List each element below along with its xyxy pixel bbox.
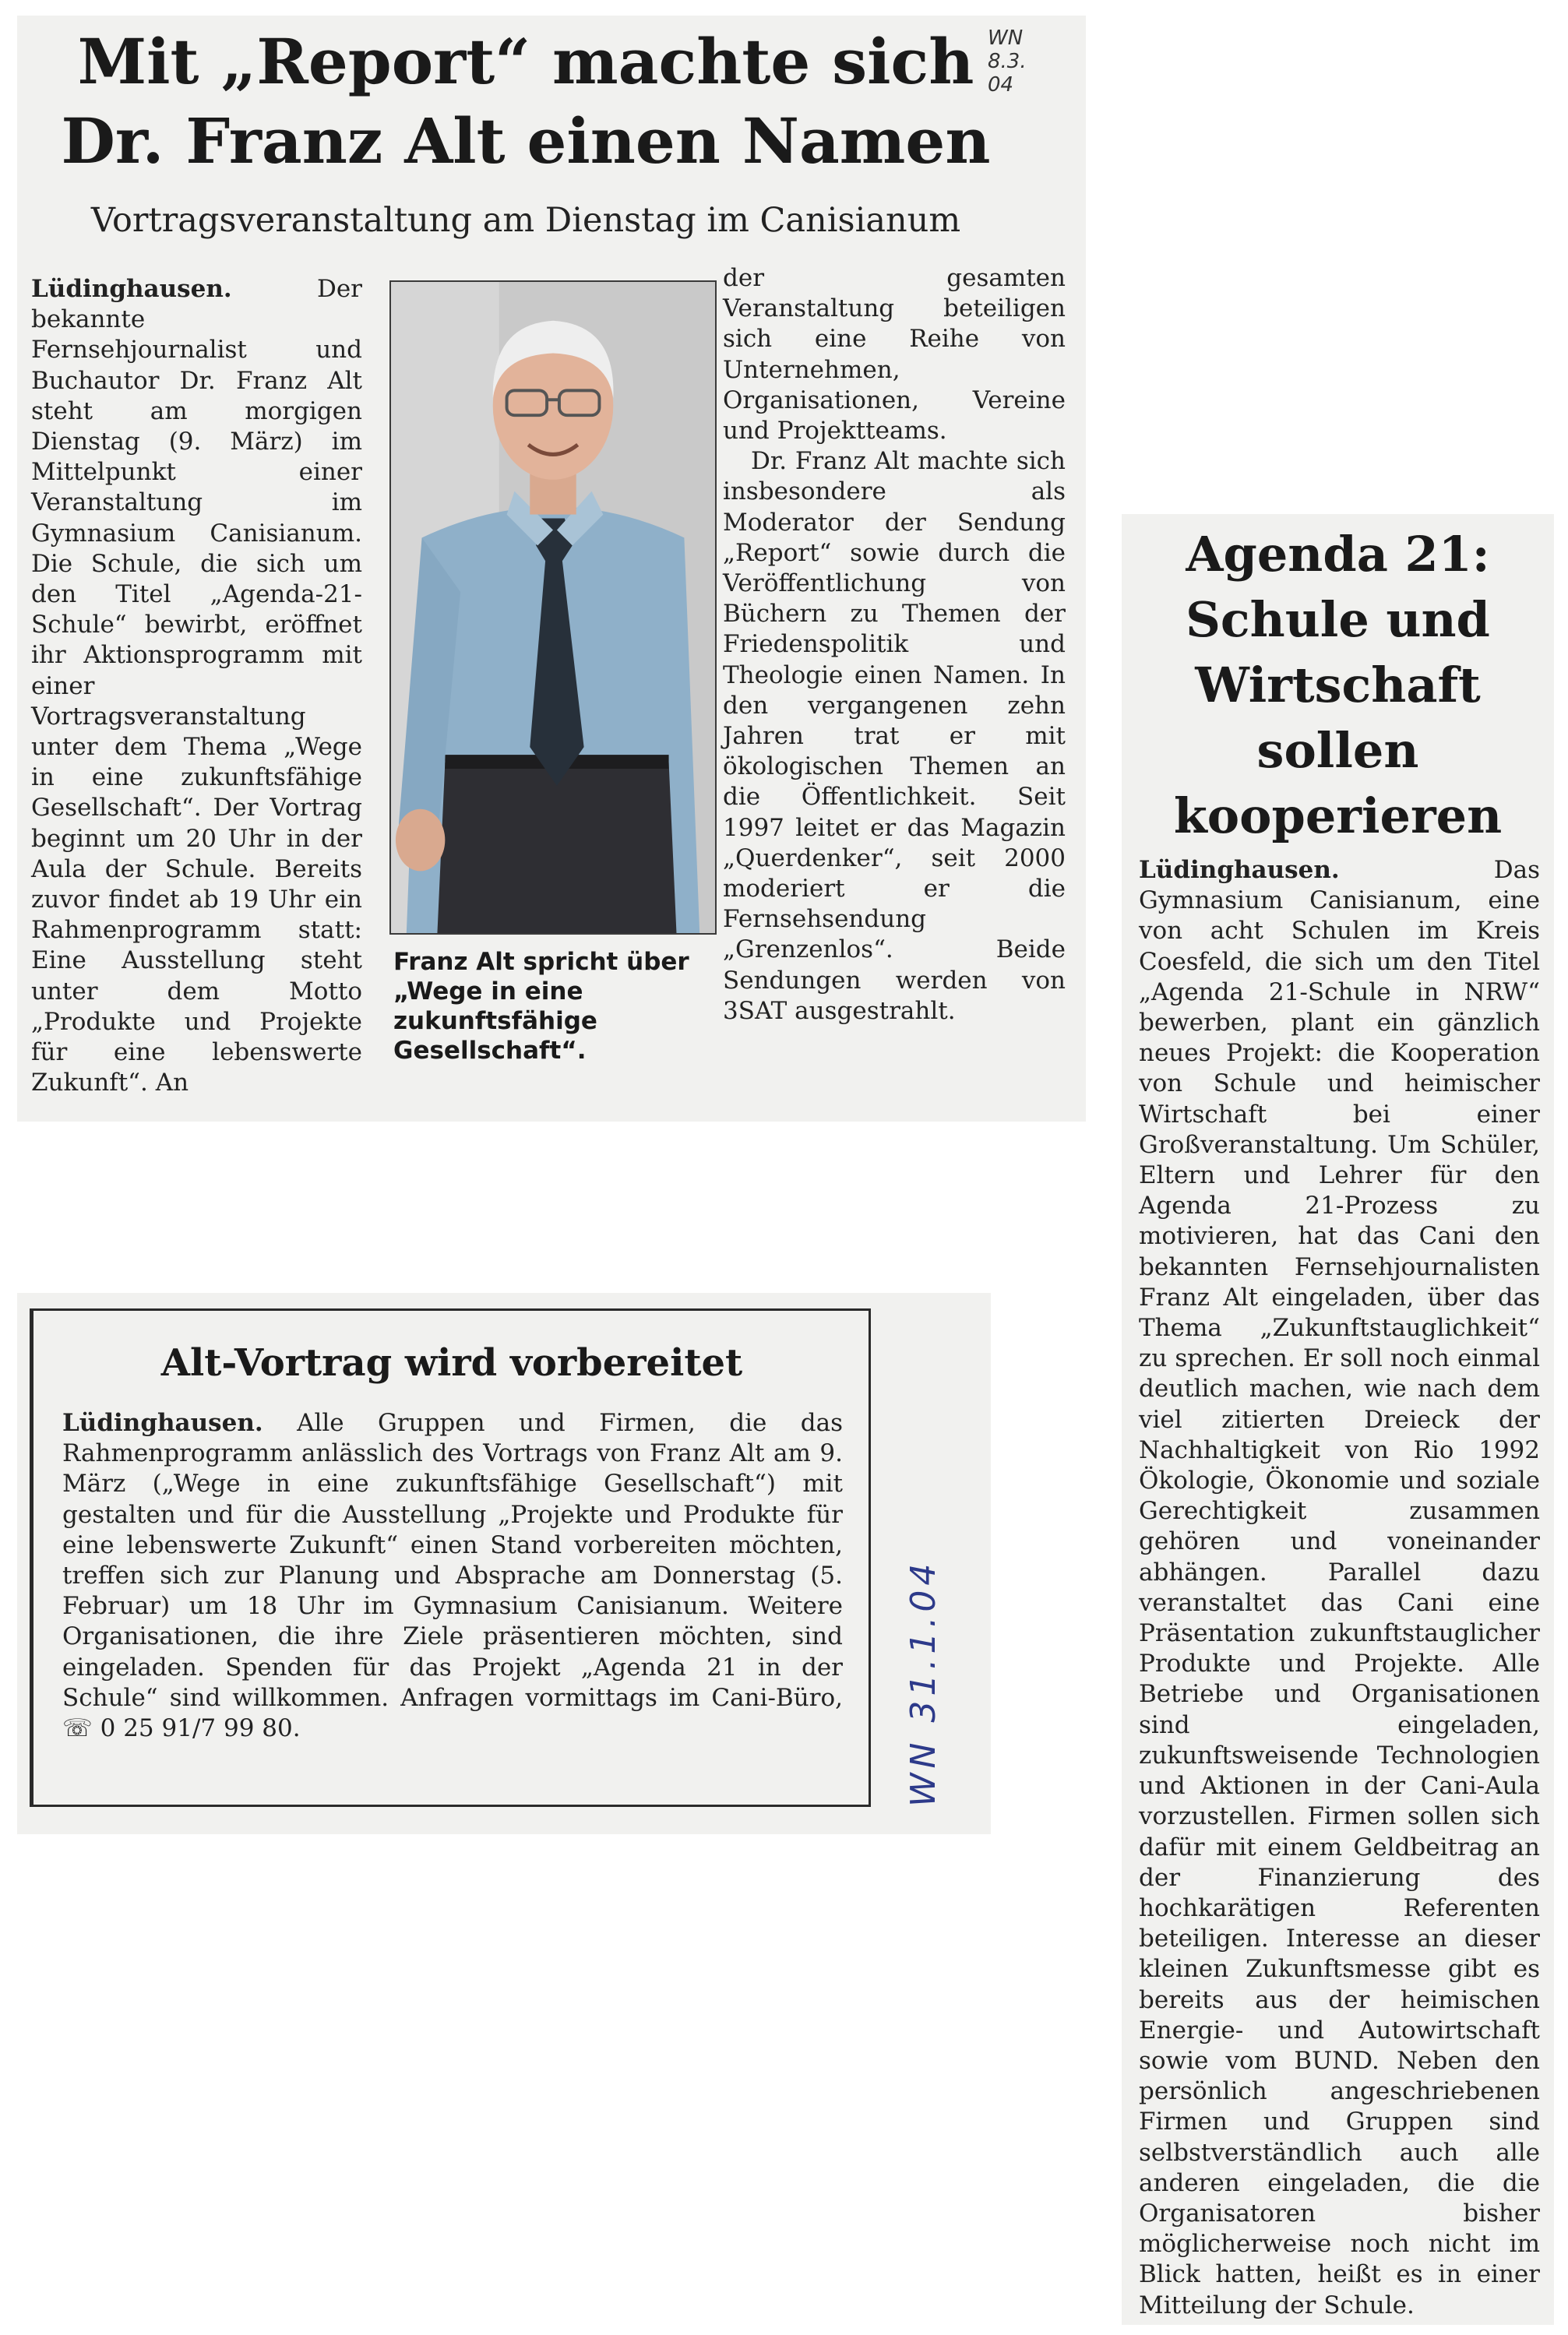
article-b-headline-line: Schule und — [1186, 591, 1490, 648]
article-b-headline — [1122, 522, 1554, 849]
photo-caption: Franz Alt spricht über „Wege in eine zukunftsfähige Gesellschaft“. — [393, 948, 689, 1065]
article-a-dateline: Lüdinghausen. — [31, 275, 232, 303]
article-a-handwritten-note: WN 8.3. 04 — [988, 26, 1027, 97]
article-a-headline-line1: Mit „Report“ machte sich — [77, 25, 974, 98]
article-c-text: Alle Gruppen und Firmen, die das Rahmenprogramm anlässlich des Vortrags von Franz Alt am 9. März („Wege in eine zukunftsfähige Gesellschaft“) mit gestalten und für die Ausstellung „Projekte und Produkte für eine lebenswerte Zukunft“ einen Stand vorbereiten möchten, treffen sich zur Planung und Absprache am Donnerstag (5. Februar) um 18 Uhr im Gymnasium Canisianum. Weitere Organisationen, die ihre Ziele präsentieren möchten, sind eingeladen. Spenden für das Projekt „Agenda 21 in der Schule“ sind willkommen. Anfragen vormittags im Cani-Büro, ☏ 0 25 91/7 99 80. — [62, 1409, 844, 1743]
article-c-headline: Alt-Vortrag wird vorbereitet — [160, 1341, 743, 1385]
article-a-column-3-paragraph-1: der gesamten Veranstaltung beteiligen sich eine Reihe von Unternehmen, Organisationen, Vereine und Projektteams. — [723, 264, 1066, 446]
article-a-column-1 — [31, 274, 362, 1098]
article-a-column-1-text: Der bekannte Fernsehjournalist und Buchautor Dr. Franz Alt steht am morgigen Dienstag (9. März) im Mittelpunkt einer Veranstaltung im Gymnasium Canisianum. Die Schule, die sich um den Titel „Agenda-21-Schule“ bewirbt, eröffnet ihr Aktionsprogramm mit einer Vortragsveranstaltung unter dem Thema „Wege in eine zukunftsfähige Gesellschaft“. Der Vortrag beginnt um 20 Uhr in der Aula der Schule. Bereits zuvor findet ab 19 Uhr ein Rahmenprogramm statt: Eine Ausstellung steht unter dem Motto „Produkte und Projekte für eine lebenswerte Zukunft“. An — [31, 275, 362, 1097]
article-c-dateline: Lüdinghausen. — [62, 1409, 263, 1437]
article-b-headline-line: kooperieren — [1173, 787, 1503, 844]
portrait-photo — [389, 280, 717, 935]
article-b-dateline: Lüdinghausen. — [1139, 856, 1340, 884]
article-b-headline-line: sollen — [1256, 722, 1419, 779]
article-c-body — [62, 1408, 843, 1744]
article-b-headline-line: Wirtschaft — [1195, 657, 1481, 713]
portrait-photo-illustration — [391, 282, 715, 933]
article-a-column-3 — [723, 263, 1066, 1027]
article-a-headline — [47, 22, 1005, 181]
article-a-subheadline: Vortragsveranstaltung am Dienstag im Canisianum — [90, 201, 961, 240]
article-b-body — [1139, 855, 1540, 2321]
article-a-column-3-paragraph-2: Dr. Franz Alt machte sich insbesondere als Moderator der Sendung „Report“ sowie durch die Veröffentlichung von Büchern zu Themen der Friedenspolitik und Theologie einen Namen. In den vergangenen zehn Jahren trat er mit ökologischen Themen an die Öffentlichkeit. Seit 1997 leitet er das Magazin „Querdenker“, seit 2000 moderiert er die Fernsehsendung „Grenzenlos“. Beide Sendungen werden von 3SAT ausgestrahlt. — [723, 447, 1066, 1025]
article-b-text: Das Gymnasium Canisianum, eine von acht Schulen im Kreis Coesfeld, die sich um den Titel „Agenda 21-Schule in NRW“ bewerben, plant ein gänzlich neues Projekt: die Kooperation von Schule und heimischer Wirtschaft bei einer Großveranstaltung. Um Schüler, Eltern und Lehrer für den Agenda 21-Prozess zu motivieren, hat das Cani den bekannten Fernsehjournalisten Franz Alt eingeladen, über das Thema „Zukunftstauglichkeit“ zu sprechen. Er soll noch einmal deutlich machen, wie nach dem viel zitierten Dreieck der Nachhaltigkeit von Rio 1992 Ökologie, Ökonomie und soziale Gerechtigkeit zusammen gehören und voneinander abhängen. Parallel dazu veranstaltet das Cani eine Präsentation zukunftstauglicher Produkte und Projekte. Alle Betriebe und Organisationen sind eingeladen, zukunftsweisende Technologien und Aktionen in der Cani-Aula vorzustellen. Firmen sollen sich dafür mit einem Geldbeitrag an der Finanzierung des hochkarätigen Referenten beteiligen. Interesse an dieser kleinen Zukunftsmesse gibt es bereits aus der heimischen Energie- und Autowirtschaft sowie vom BUND. Neben den persönlich angeschriebenen Firmen und Gruppen sind selbstverständlich auch alle anderen eingeladen, die die Organisatoren bisher möglicherweise noch nicht im Blick hatten, heißt es in einer Mitteilung der Schule. — [1139, 856, 1540, 2319]
article-c-handwritten-note: WN 31.1.04 — [904, 1558, 943, 1807]
article-b-headline-line: Agenda 21: — [1186, 526, 1490, 583]
article-a-headline-line2: Dr. Franz Alt einen Namen — [61, 104, 991, 178]
